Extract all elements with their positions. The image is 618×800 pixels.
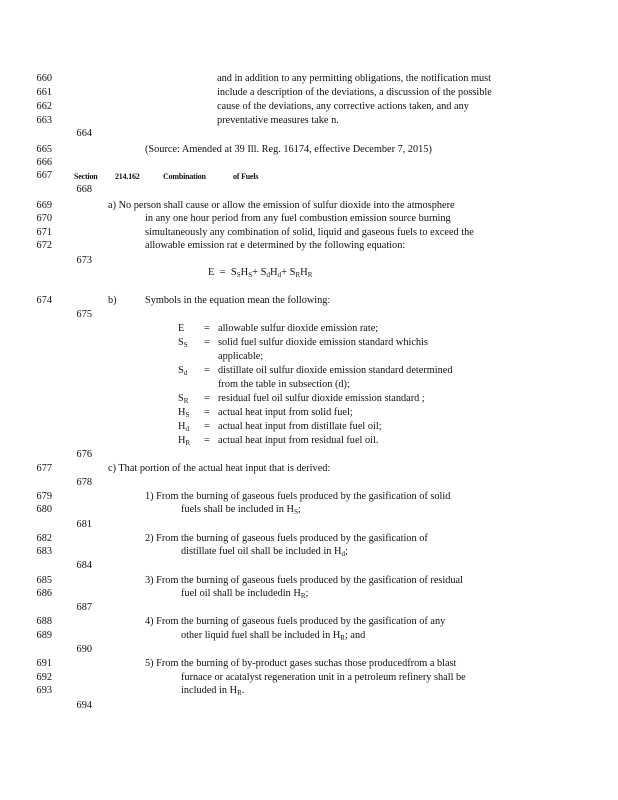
section-number: 214.162 <box>115 172 140 181</box>
section-label: Section <box>74 172 98 181</box>
text: ; and <box>344 630 366 641</box>
paragraph-line: preventative measures take n. <box>217 115 339 126</box>
text: . <box>241 685 245 696</box>
paragraph-line: allowable emission rat e determined by the following equation: <box>145 240 406 251</box>
equation-sub: R <box>307 271 313 279</box>
text: included in H <box>181 685 238 696</box>
line-number: 672 <box>36 240 52 251</box>
list-item-cont <box>181 588 308 602</box>
line-number: 685 <box>36 575 52 586</box>
list-item: 1) From the burning of gaseous fuels produced by the gasification of solid <box>145 491 451 502</box>
equals-sign: = <box>204 393 210 404</box>
symbol: $S_R$ <box>178 393 189 405</box>
paragraph-line: include a description of the deviations, a discussion of the possible <box>217 87 492 98</box>
list-item-cont <box>181 504 301 518</box>
equation-sub: S <box>236 271 241 279</box>
subscript: d <box>341 550 345 558</box>
equals-sign: = <box>204 323 210 334</box>
paragraph-line: cause of the deviations, any corrective actions taken, and any <box>217 101 469 112</box>
subscript: R <box>300 592 306 600</box>
paragraph-line: Symbols in the equation mean the following: <box>145 295 331 306</box>
equation-term: H <box>240 267 249 278</box>
equals-sign: = <box>204 365 210 376</box>
symbol-definition: actual heat input from distillate fuel oil; <box>218 421 382 432</box>
line-number: 684 <box>76 560 92 571</box>
line-number: 681 <box>76 519 92 530</box>
equation-sub: d <box>277 271 282 279</box>
symbol: $S_d$ <box>178 365 188 377</box>
line-number: 663 <box>36 115 52 126</box>
text: ; <box>305 588 309 599</box>
paragraph-line: and in addition to any permitting obligations, the notification must <box>217 73 491 84</box>
line-number: 669 <box>36 200 52 211</box>
list-item-cont <box>181 630 365 644</box>
list-item-cont <box>181 685 244 699</box>
line-number: 692 <box>36 672 52 683</box>
paragraph-line: in any one hour period from any fuel combustion emission source burning <box>145 213 451 224</box>
line-number: 675 <box>76 309 92 320</box>
subscript: R <box>237 689 242 697</box>
symbol-definition: distillate oil sulfur dioxide emission standard determined <box>218 365 453 376</box>
list-item: 5) From the burning of by-product gases suchas those producedfrom a blast <box>145 658 457 669</box>
section-title: Combination <box>163 172 206 181</box>
symbol: $S_S$ <box>178 337 188 349</box>
equals-sign: = <box>204 337 210 348</box>
equation-lhs: E = S <box>208 267 237 278</box>
symbol-definition: solid fuel sulfur dioxide emission standard whichis <box>218 337 428 348</box>
line-number: 691 <box>36 658 52 669</box>
list-item-cont: furnace or acatalyst regeneration unit in a petroleum refinery shall be <box>181 672 466 683</box>
text: ; <box>344 546 348 557</box>
symbol-definition: residual fuel oil sulfur dioxide emission standard ; <box>218 393 425 404</box>
equals-sign: = <box>204 407 210 418</box>
symbol-definition: from the table in subsection (d); <box>218 379 350 390</box>
line-number: 676 <box>76 449 92 460</box>
line-number: 680 <box>36 504 52 515</box>
line-number: 671 <box>36 227 52 238</box>
list-item-cont <box>181 546 348 560</box>
equals-sign: = <box>204 421 210 432</box>
line-number: 664 <box>76 128 92 139</box>
equation-term: H <box>300 267 308 278</box>
line-number: 686 <box>36 588 52 599</box>
line-number: 683 <box>36 546 52 557</box>
symbol: $H_S$ <box>178 407 190 419</box>
line-number: 693 <box>36 685 52 696</box>
line-number: 661 <box>36 87 52 98</box>
line-number: 666 <box>36 157 52 168</box>
symbol: $H_d$ <box>178 421 189 433</box>
source-note: (Source: Amended at 39 Ill. Reg. 16174, effective December 7, 2015) <box>145 144 432 155</box>
line-number: 694 <box>76 700 92 711</box>
line-number: 668 <box>76 184 92 195</box>
symbol-definition: applicable; <box>218 351 264 362</box>
text: fuel oil shall be includedin H <box>181 588 301 599</box>
symbol: $H_R$ <box>178 435 191 447</box>
line-number: 667 <box>36 170 52 181</box>
equation <box>208 267 312 279</box>
section-title-cont: of Fuels <box>233 172 259 181</box>
equation-term: + S <box>281 267 296 278</box>
equation-sub: d <box>266 271 270 279</box>
line-number: 687 <box>76 602 92 613</box>
line-number: 678 <box>76 477 92 488</box>
text: other liquid fuel shall be included in H <box>181 630 341 641</box>
list-item: 4) From the burning of gaseous fuels produced by the gasification of any <box>145 616 446 627</box>
list-item: 3) From the burning of gaseous fuels produced by the gasification of residual <box>145 575 463 586</box>
paragraph-label: b) <box>108 295 117 306</box>
line-number: 682 <box>36 533 52 544</box>
symbol-definition: actual heat input from residual fuel oil. <box>218 435 379 446</box>
equation-term: H <box>269 267 278 278</box>
subscript: S <box>293 508 298 516</box>
line-number: 665 <box>36 144 52 155</box>
symbol: E <box>178 323 185 334</box>
line-number: 690 <box>76 644 92 655</box>
line-number: 674 <box>36 295 52 306</box>
paragraph-line: c) That portion of the actual heat input that is derived: <box>108 463 331 474</box>
equation-term: + S <box>252 267 267 278</box>
line-number: 670 <box>36 213 52 224</box>
equation-sub: S <box>248 271 253 279</box>
list-item: 2) From the burning of gaseous fuels produced by the gasification of <box>145 533 428 544</box>
symbol-definition: actual heat input from solid fuel; <box>218 407 353 418</box>
text: fuels shall be included in H <box>181 504 294 515</box>
line-number: 662 <box>36 101 52 112</box>
paragraph-line: a) No person shall cause or allow the emission of sulfur dioxide into the atmosphere <box>108 200 455 211</box>
equals-sign: = <box>204 435 210 446</box>
equation-sub: R <box>295 271 301 279</box>
subscript: R <box>340 634 345 642</box>
symbol-definition: allowable sulfur dioxide emission rate; <box>218 323 379 334</box>
paragraph-line: simultaneously any combination of solid, liquid and gaseous fuels to exceed the <box>145 227 474 238</box>
line-number: 660 <box>36 73 52 84</box>
line-number: 688 <box>36 616 52 627</box>
text: distillate fuel oil shall be included in H <box>181 546 342 557</box>
line-number: 679 <box>36 491 52 502</box>
line-number: 689 <box>36 630 52 641</box>
line-number: 673 <box>76 255 92 266</box>
text: ; <box>297 504 301 515</box>
line-number: 677 <box>36 463 52 474</box>
